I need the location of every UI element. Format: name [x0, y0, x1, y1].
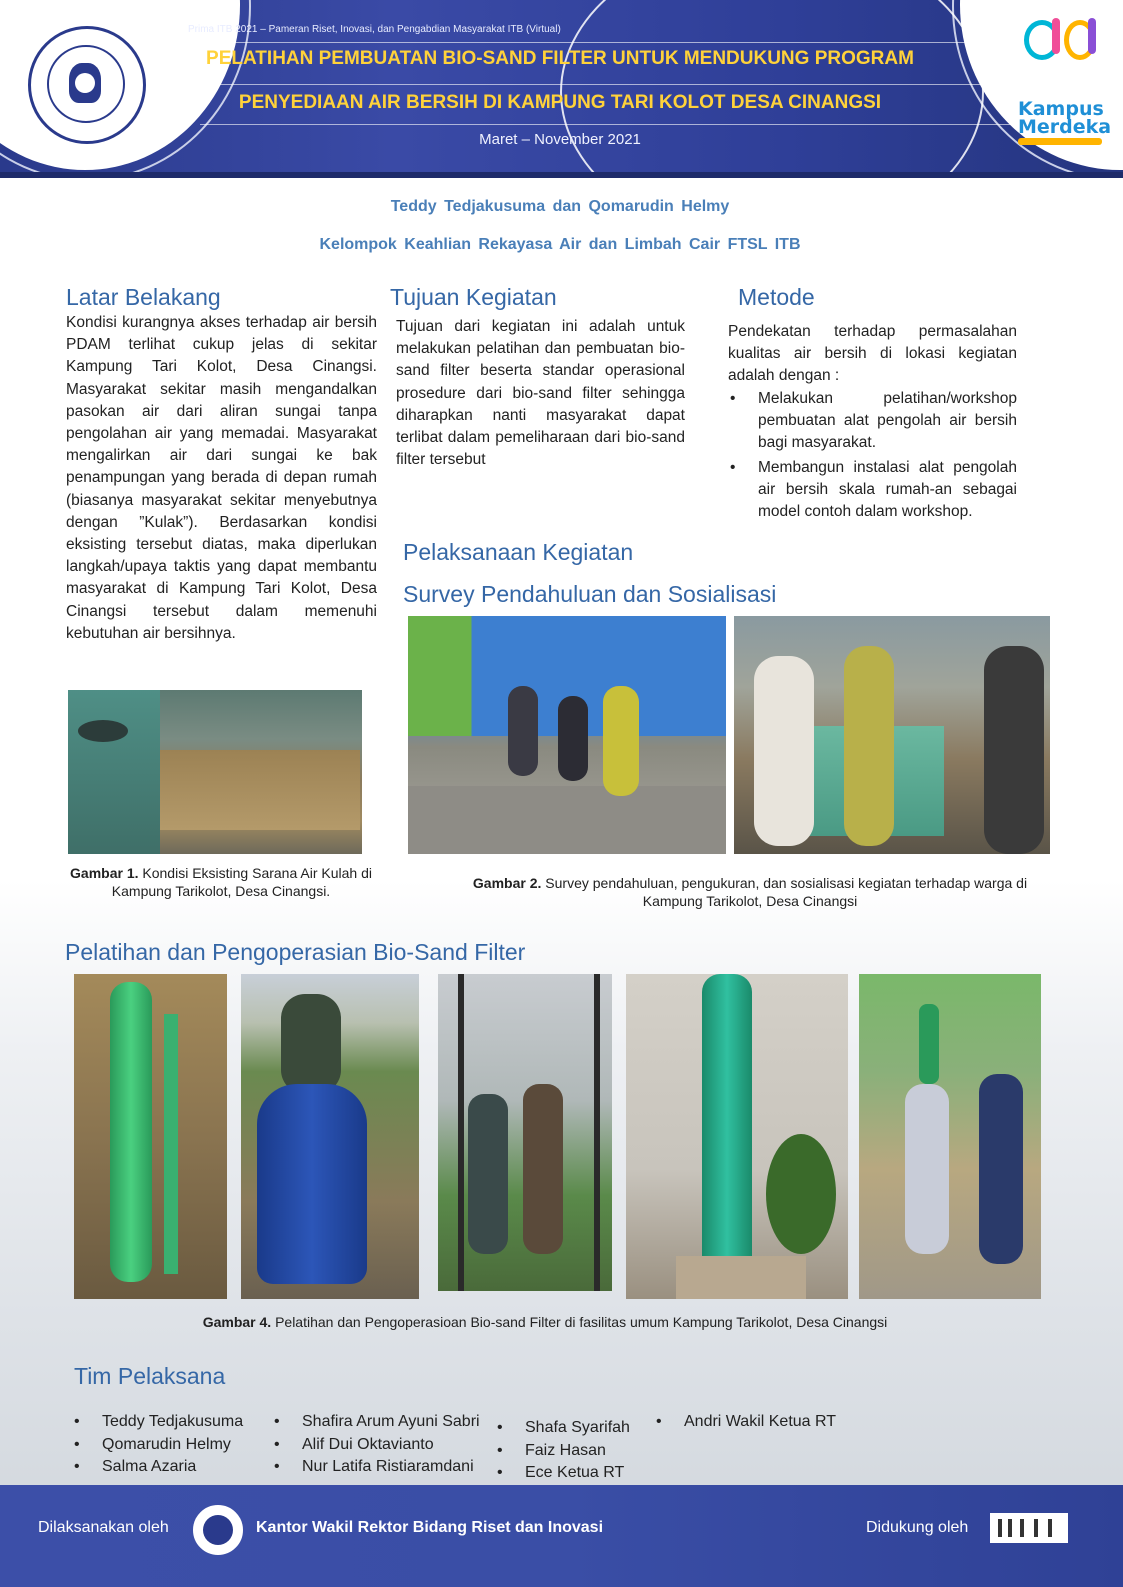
photo-tower-install — [438, 974, 612, 1291]
latar-belakang-text: Kondisi kurangnya akses terhadap air bersih PDAM terlihat cukup jelas di sekitar Kampung Tari Kolot, Desa Cinangsi. Masyarakat sekitar masih mengandalkan pasokan air dari aliran sungai tanpa pengolahan air yang memadai. Masyarakat mengalirkan air dari sungai ke bak penampungan yang berada di depan rumah (biasanya masyarakat sekitar menyebutnya dengan ”Kulak”). Berdasarkan kondisi eksisting tersebut diatas, maka diperlukan langkah/upaya taktis yang dapat membantu masyarakat di Kampung Tari Kolot, Desa Cinangsi tersebut dalam memenuhi kebutuhan air bersihnya. — [66, 314, 377, 642]
didukung-label: Didukung oleh — [866, 1519, 969, 1536]
itb-logo — [28, 26, 146, 144]
team-member: • Shafa Syarifah — [497, 1417, 630, 1440]
poster-date: Maret – November 2021 — [479, 131, 641, 148]
photo-kulah-condition — [68, 690, 362, 854]
figure2-caption: Gambar 2. Survey pendahuluan, pengukuran, dan sosialisasi kegiatan terhadap warga di Kampung Tarikolot, Desa Cinangsi — [472, 875, 1028, 909]
dilaksanakan-label: Dilaksanakan oleh — [38, 1519, 169, 1536]
metode-list — [728, 388, 1017, 525]
metode-text: Pendekatan terhadap permasalahan kualitas air bersih di lokasi kegiatan adalah dengan : — [728, 323, 1017, 385]
tujuan-text: Tujuan dari kegiatan ini adalah untuk melakukan pelatihan dan pembuatan bio-sand filter beserta standar operasional prosedure dari bio-sand filter sehingga diharapkan nanti masyarakat dapat terlibat dalam pemeliharaan dari bio-sand filter tersebut — [396, 318, 685, 469]
poster-title-line1: PELATIHAN PEMBUATAN BIO-SAND FILTER UNTUK MENDUKUNG PROGRAM — [206, 48, 914, 69]
team-member: • Nur Latifa Ristiaramdani — [274, 1456, 480, 1479]
team-member: • Shafira Arum Ayuni Sabri — [274, 1411, 480, 1434]
team-list — [274, 1411, 480, 1479]
poster-title-line2: PENYEDIAAN AIR BERSIH DI KAMPUNG TARI KOLOT DESA CINANGSI — [238, 92, 882, 113]
pelaksanaan-heading: Pelaksanaan Kegiatan — [403, 539, 634, 565]
tujuan-heading: Tujuan Kegiatan — [390, 284, 557, 310]
team-list — [497, 1417, 630, 1485]
kampus-merdeka-logo: Kampus Merdeka — [1018, 100, 1118, 145]
photo-biosand-filter — [626, 974, 848, 1299]
metode-heading: Metode — [738, 284, 815, 310]
kantor-name: Kantor Wakil Rektor Bidang Riset dan Inovasi — [256, 1519, 604, 1536]
itb-101-logo — [1020, 16, 1110, 78]
authors: Teddy Tedjakusuma dan Qomarudin Helmy — [390, 198, 730, 215]
team-member: • Ece Ketua RT — [497, 1462, 630, 1485]
team-list — [74, 1411, 243, 1479]
photo-biosand-pipe — [74, 974, 227, 1299]
team-member: • Qomarudin Helmy — [74, 1434, 243, 1457]
poster-footer — [0, 1485, 1123, 1587]
sponsor-logo — [990, 1513, 1068, 1543]
team-member: • Faiz Hasan — [497, 1440, 630, 1463]
photo-training-residents — [859, 974, 1041, 1299]
survey-heading: Survey Pendahuluan dan Sosialisasi — [403, 581, 777, 607]
pelatihan-heading: Pelatihan dan Pengoperasian Bio-Sand Filter — [65, 939, 526, 965]
itb-footer-logo — [193, 1505, 243, 1555]
tim-heading: Tim Pelaksana — [74, 1363, 226, 1389]
figure1-caption: Gambar 1. Kondisi Eksisting Sarana Air Kulah di Kampung Tarikolot, Desa Cinangsi. — [70, 865, 372, 899]
team-member: • Andri Wakil Ketua RT — [656, 1411, 836, 1434]
team-member: • Alif Dui Oktavianto — [274, 1434, 480, 1457]
team-list — [656, 1411, 836, 1434]
metode-item: • Membangun instalasi alat pengolah air bersih skala rumah-an sebagai model contoh dalam workshop. — [728, 457, 1017, 524]
photo-water-tank — [241, 974, 419, 1299]
figure4-caption: Gambar 4. Pelatihan dan Pengoperasioan Bio-sand Filter di fasilitas umum Kampung Tarikolot, Desa Cinangsi — [202, 1314, 888, 1330]
photo-survey-meeting — [408, 616, 726, 854]
team-member: • Salma Azaria — [74, 1456, 243, 1479]
latar-belakang-heading: Latar Belakang — [66, 284, 221, 310]
poster-header — [0, 0, 1123, 178]
metode-item: • Melakukan pelatihan/workshop pembuatan alat pengolah air bersih bagi masyarakat. — [728, 388, 1017, 455]
event-name: Prima ITB 2021 – Pameran Riset, Inovasi, dan Pengabdian Masyarakat ITB (Virtual) — [188, 24, 561, 35]
team-member: • Teddy Tedjakusuma — [74, 1411, 243, 1434]
affiliation: Kelompok Keahlian Rekayasa Air dan Limbah Cair FTSL ITB — [319, 236, 801, 253]
photo-survey-measurement — [734, 616, 1050, 854]
